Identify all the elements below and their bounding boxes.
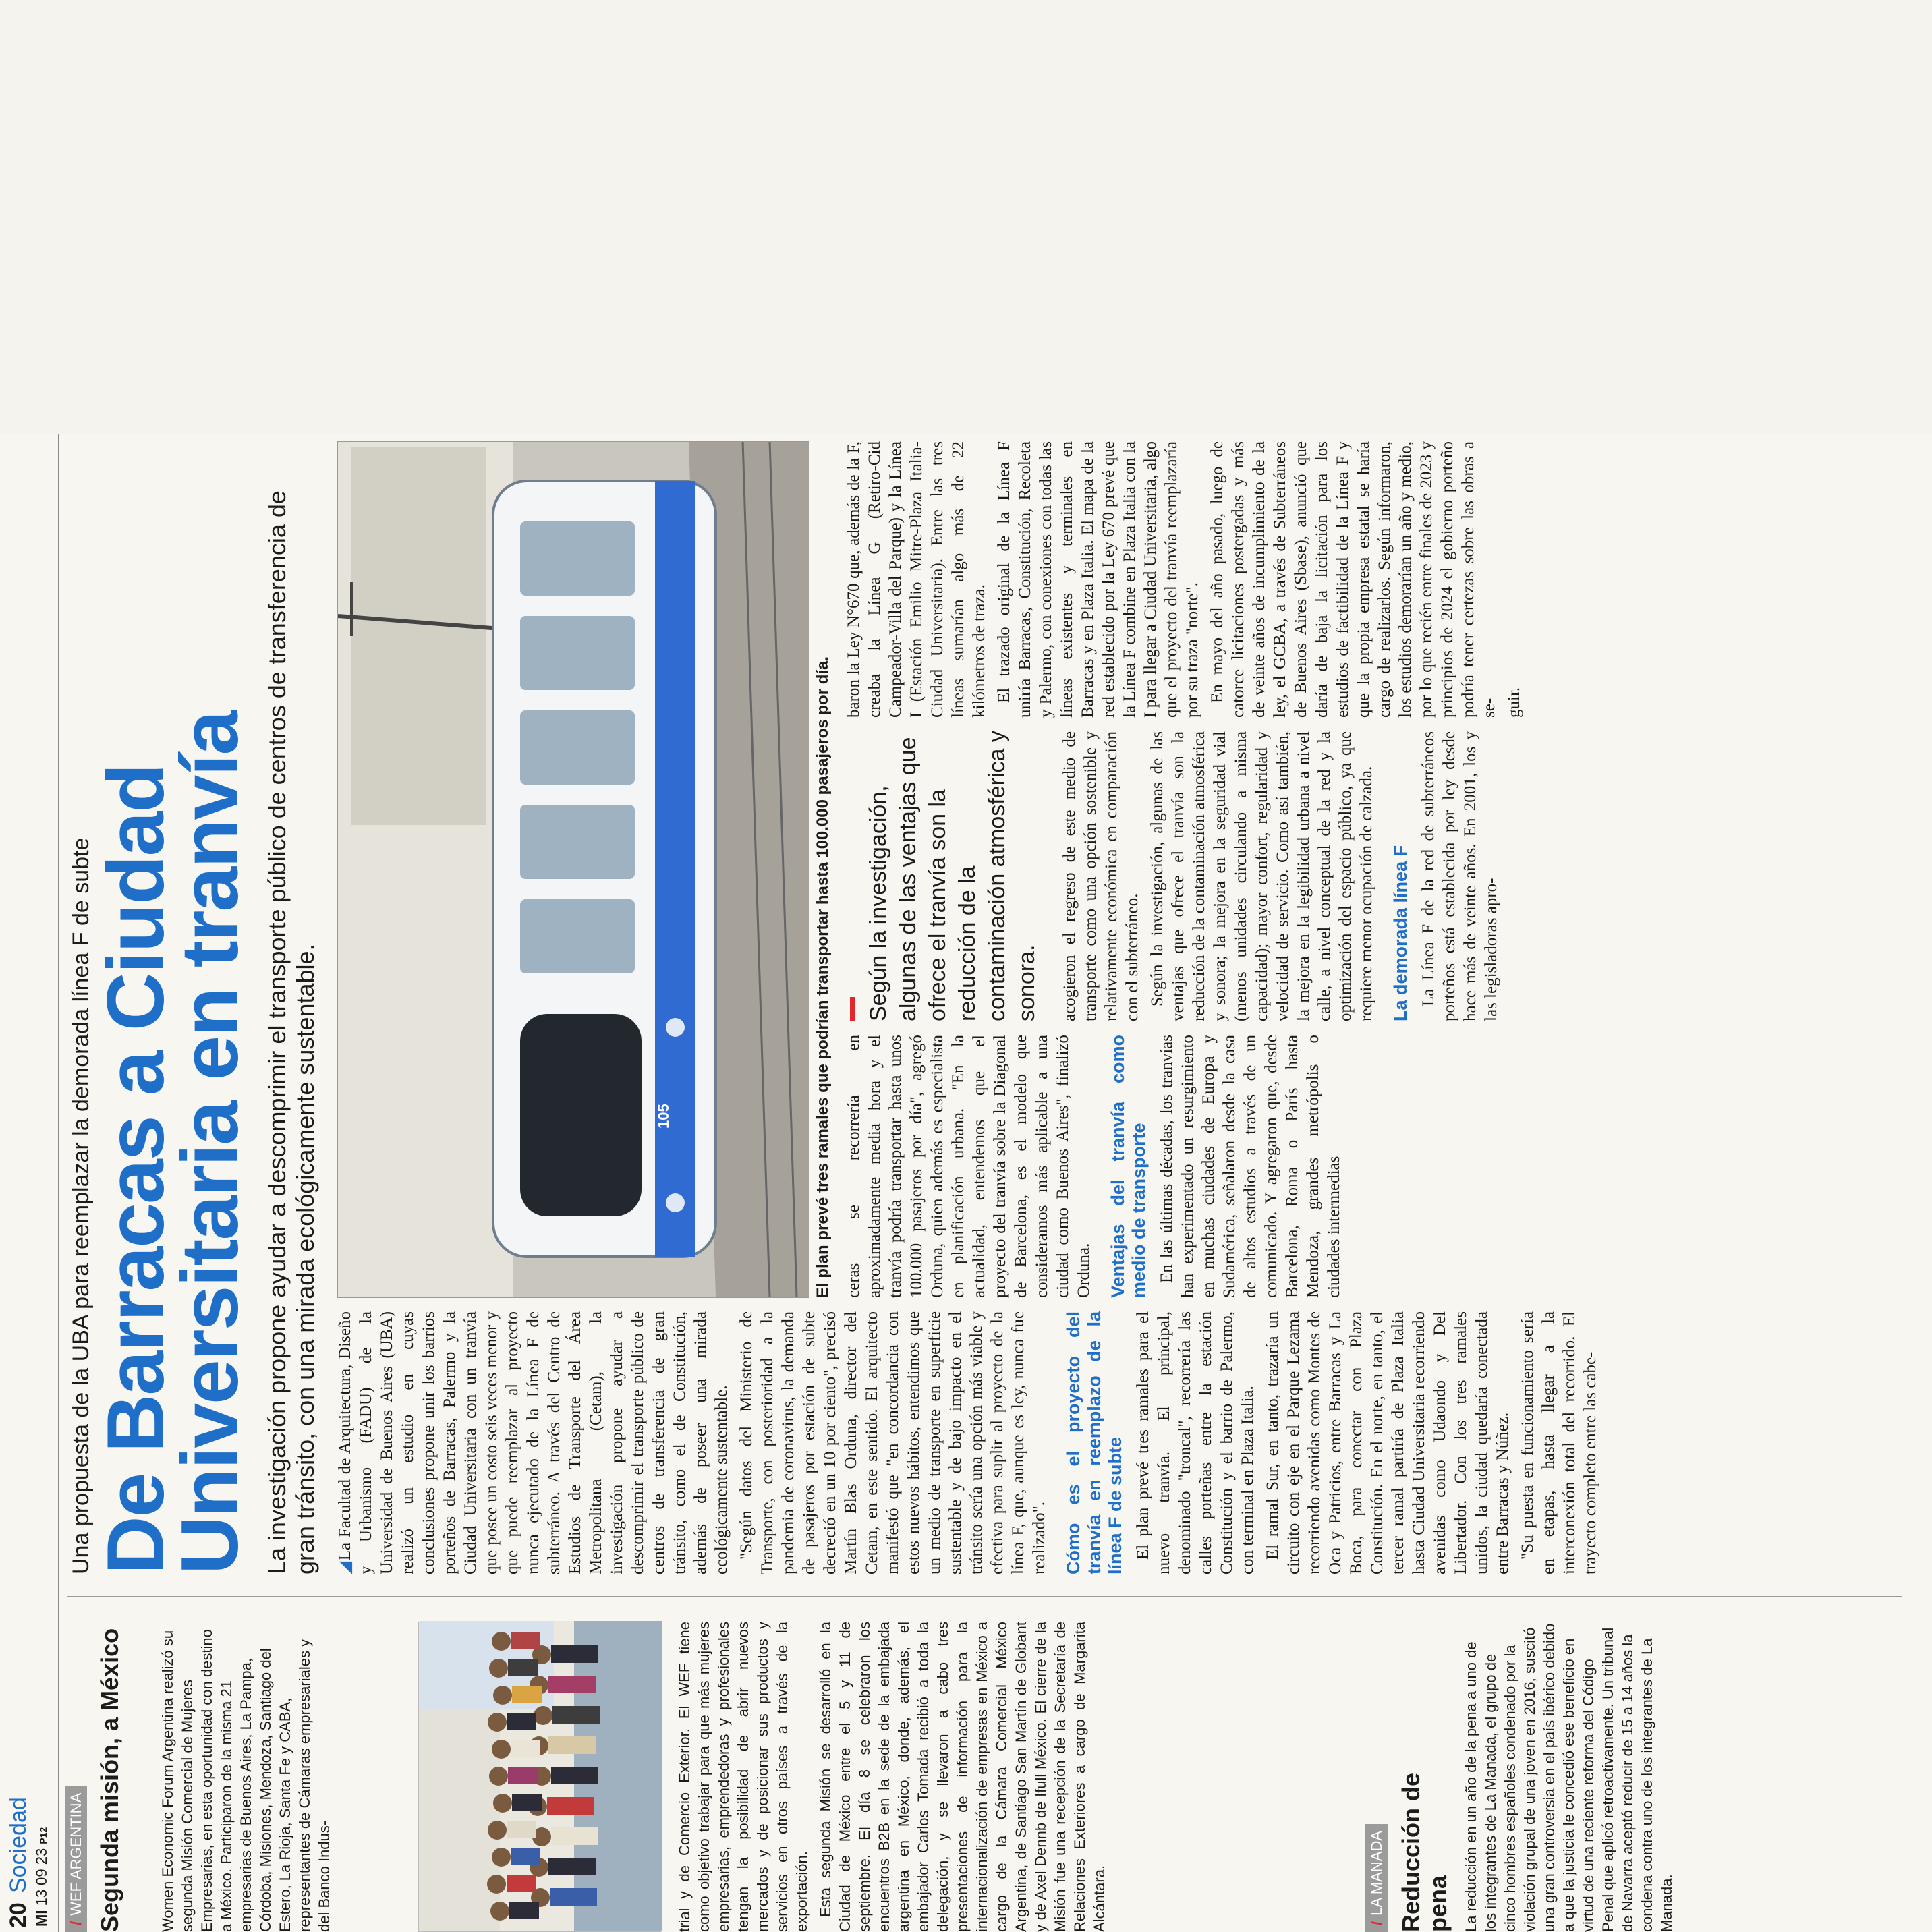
tag-marker: / bbox=[67, 1921, 84, 1925]
date-line-1: 13 bbox=[33, 1889, 50, 1906]
header-rule bbox=[58, 434, 59, 1932]
col1-paragraph-1-text: La Facultad de Arquitectura, Diseño y Urbanismo (FADU) de la Universidad de Buenos Aires (UBA) realizó un estudio en cuyas conclusiones propone unir los barrios porteños de Barracas, Palermo y la Ciudad Universitaria con un tranvía que posee un costo seis veces menor y que puede reemplazar al proyecto nunca ejecutado de la Línea F de subterráneo. A través del Centro de Estudios de Transporte del Área Metropolitana (Cetam), la investigación propone ayudar a descomprimir el transporte público de centros de transferencia de gran tránsito, como el de Constitución, además de poseer una mirada ecológicamente sustentable. bbox=[336, 1311, 731, 1574]
article-kicker: Una propuesta de la UBA para reemplazar la demorada línea F de subte bbox=[68, 837, 94, 1574]
col4-paragraph-4: guir. bbox=[1505, 687, 1523, 718]
wef-paragraph-2: Esta segunda Misión se desarrolló en la Ciudad de México entre el 5 y 11 de septiembre. El día 8 se celebraron los encuentros B2B en la sede de la embajada argentina en México, donde, además, el embajador Carlos Tomada recibió a toda la delegación, y se llevaron a cabo tres presentaciones de información para la internacionalización de empresas en México a cargo de la Cámara Comercial México Argentina, de Santiago San Martín de Globant y de Axel Dennb de Ifull México. El cierre de la Misión fue una recepción de la Secretaría de Relaciones Exteriores a cargo de Margarita Alcántara. bbox=[817, 1622, 1108, 1932]
tram-illustration bbox=[338, 441, 809, 1297]
manada-tag-label: LA MANADA bbox=[1368, 1830, 1385, 1916]
delegation-photo bbox=[418, 1622, 661, 1932]
group-photo-illustration bbox=[419, 1621, 662, 1931]
manada-tag bbox=[1368, 1622, 1386, 1932]
wef-title: Segunda misión, a México bbox=[96, 1628, 123, 1932]
col3-paragraph-1: acogieron el regreso de este medio de transporte como una opción sostenible y relativamente económica en comparación con el subterráneo. bbox=[1060, 731, 1141, 1021]
pull-quote-box bbox=[850, 724, 1042, 1021]
article-column-1 bbox=[335, 1311, 1605, 1574]
pull-quote-rule bbox=[850, 997, 855, 1021]
article-deck: La investigación propone ayudar a descomprimir el transporte público de centros de transferencia de gran tránsito, con una mirada ecológicamente sustentable. bbox=[263, 490, 319, 1574]
tag-marker: / bbox=[1368, 1921, 1385, 1925]
folio-small: P12 bbox=[38, 1827, 49, 1844]
manada-body: La reducción en un año de la pena a uno de los integrantes de La Manada, el grupo de cinco hombres españoles condenado por la violación grupal de una joven en 2016, suscitó una gran controversia en el país ibérico debido a que la justicia le concedió ese beneficio en virtud de una reciente reforma del Código Penal que aplicó retroactivamente. Un tribunal de Navarra aceptó reducir de 15 a 14 años la condena contra uno de los integrantes de La Manada. bbox=[1462, 1623, 1675, 1932]
column-divider bbox=[67, 1596, 1902, 1597]
wef-paragraph-1: trial y de Comercio Exterior. El WEF tiene como objetivo trabajar para que más mujeres empresarias, emprendedoras y profesionales tengan la posibilidad de abrir nuevos mercados y de posicionar sus productos y servicios en otros países a través de la exportación. bbox=[676, 1622, 810, 1932]
col1b-paragraph-3: "Su puesta en funcionamiento sería en etapas, hasta llegar a la interconexión total del recorrido. El trayecto completo entre las cabe- bbox=[1518, 1311, 1599, 1574]
page-number: 20 bbox=[5, 1902, 31, 1928]
main-article bbox=[67, 434, 1932, 1581]
lead-marker: ◢ bbox=[336, 1560, 354, 1574]
tram-number: 105 bbox=[655, 1104, 672, 1129]
photo-caption: El plan prevé tres ramales que podrían transportar hasta 100.000 pasajeros por día. bbox=[814, 656, 832, 1298]
col1-paragraph-2: "Según datos del Ministerio de Transporte, con posterioridad a la pandemia de coronavirus, la demanda de pasajeros por estación de subte decreció en un 10 por ciento", precisó Martín Blas Orduna, director del Cetam, en este sentido. El arquitecto manifestó que "en concordancia con estos nuevos hábitos, entendimos que un medio de transporte en superficie sustentable y de bajo impacto en el tránsito sería una opción más viable y efectiva para suplir al proyecto de la línea F, que, aunque es ley, nunca fue realizado". bbox=[737, 1311, 1048, 1574]
date-line-3: 23 bbox=[33, 1848, 50, 1865]
col2-paragraph-1: ceras se recorrería en aproximadamente media hora y el tranvía podría transportar hasta unos 100.000 pasajeros por día", agregó Orduna, quien además es especialista en planificación urbana. "En la actualidad, entendemos que el proyecto del tranvía sobre la Diagonal de Barcelona, es el modelo que consideramos más aplicable a una ciudad como Buenos Aires", finalizó Orduna. bbox=[845, 1035, 1093, 1298]
article-headline: De Barracas a Ciudad Universitaria en tranvía bbox=[90, 711, 255, 1574]
wef-intro: Women Economic Forum Argentina realizó su segunda Misión Comercial de Mujeres Empresarias, en esta oportunidad con destino a México. Participaron de la misma 21 empresarias de Buenos Aires, La Pampa, Córdoba, Misiones, Mendoza, Santiago del Estero, La Rioja, Santa Fe y CABA, representantes de Cámaras empresariales y del Banco Indus- bbox=[159, 1629, 333, 1932]
col3b-paragraph-1: La Línea F de la red de subterráneos porteños está establecida por ley desde hace más de veinte años. En 2001, los y las legisladoras apro- bbox=[1419, 731, 1500, 1021]
col4-paragraph-2: El trazado original de la Línea F uniría Barracas, Constitución, Recoleta y Palermo, con conexiones con todas las líneas existentes y terminales en Barracas y en Plaza Italia. El mapa de la red establecido por la Ley 670 prevé que la Línea F combine en Plaza Italia con la I para llegar a Ciudad Universitaria, algo que el proyecto del tranvía reemplazaría por su traza "norte". bbox=[995, 441, 1201, 718]
article-column-2 bbox=[843, 1035, 1348, 1298]
col4-paragraph-3: En mayo del año pasado, luego de catorce licitaciones postergadas y más de veinte años de incumplimiento de la ley, el GCBA, a través de Subterráneos de Buenos Aires (Sbase), anunció que daría de baja la licitación para los estudios de factibilidad de la Línea F y que la propia empresa estatal se haría cargo de realizarlos. Según informaron, los estudios demorarían un año y medio, por lo que recién entre finales de 2023 y principios de 2024 el gobierno porteño podría tener certezas sobre las obras a se- bbox=[1208, 441, 1498, 718]
wef-tag bbox=[67, 1622, 85, 1932]
col3-paragraph-2: Según la investigación, algunas de las ventajas que ofrece el tranvía son la reducción de la contaminación atmosférica y sonora; la mejora en la seguridad vial (menos unidades circulando a misma capacidad); mayor confort, regularidad y velocidad de servicio. Como así también, la mejora en la legibilidad urbana a nivel calle, a nivel conceptual de la red y la optimización del espacio público, ya que requiere menor ocupación de calzada. bbox=[1148, 731, 1375, 1021]
col2b-paragraph-1: En las últimas décadas, los tranvías han experimentado un resurgimiento en muchas ciudades de Europa y Sudamérica, señalaron desde la casa de altos estudios a través de un comunicado. Y agregaron que, desde Barcelona, Roma o París hasta Mendoza, grandes metrópolis o ciudades intermedias bbox=[1158, 1035, 1343, 1298]
date-line-2: 09 bbox=[33, 1869, 50, 1885]
date-block bbox=[34, 1827, 51, 1927]
tram-photo bbox=[337, 441, 809, 1298]
manada-title: Reducción de pena bbox=[1397, 1772, 1452, 1932]
subhead-advantages: Ventajas del tranvía como medio de transporte bbox=[1108, 1035, 1149, 1298]
pull-quote: Según la investigación, algunas de las ventajas que ofrece el tranvía son la reducción de la contaminación atmosférica y sonora. bbox=[865, 731, 1040, 1021]
article-column-4 bbox=[843, 441, 1529, 718]
wef-body bbox=[675, 1622, 1113, 1932]
newspaper-page bbox=[0, 434, 1932, 1932]
subhead-project: Cómo es el proyecto del tranvía en reemplazo de la línea F de subte bbox=[1063, 1311, 1125, 1574]
page-header bbox=[0, 434, 62, 1932]
subhead-line-f: La demorada línea F bbox=[1390, 845, 1411, 1021]
col1b-paragraph-2: El ramal Sur, en tanto, trazaría un circuito con eje en el Parque Lezama recorriendo avenidas como Montes de Oca y Patricios, entre Barracas y La Boca, para conectar con Plaza Constitución. En el norte, en tanto, el tercer ramal partiría de Plaza Italia hasta Ciudad Universitaria recorriendo avenidas como Udaondo y Del Libertador. Con los tres ramales unidos, la ciudad quedaría conectada entre Barracas y Núñez. bbox=[1263, 1311, 1512, 1574]
col4-paragraph-1: baron la Ley N°670 que, además de la F, creaba la Línea G (Retiro-Cid Campeador-Villa del Parque) y la Línea I (Estación Emilio Mitre-Plaza Italia-Ciudad Universitaria). Entre las tres líneas sumarían algo más de 22 kilómetros de traza. bbox=[845, 441, 988, 718]
article-column-3 bbox=[1059, 731, 1506, 1021]
wef-tag-label: WEF ARGENTINA bbox=[67, 1792, 84, 1916]
date-day: MI bbox=[33, 1910, 50, 1927]
col1-paragraph-1 bbox=[335, 1311, 732, 1574]
section-label: Sociedad bbox=[5, 1797, 31, 1893]
col1b-paragraph-1: El plan prevé tres ramales para el nuevo tranvía. El principal, denominado "troncal", recorrería las calles porteñas entre la estación Constitución y el barrio de Palermo, con terminal en Plaza Italia. bbox=[1134, 1311, 1257, 1574]
